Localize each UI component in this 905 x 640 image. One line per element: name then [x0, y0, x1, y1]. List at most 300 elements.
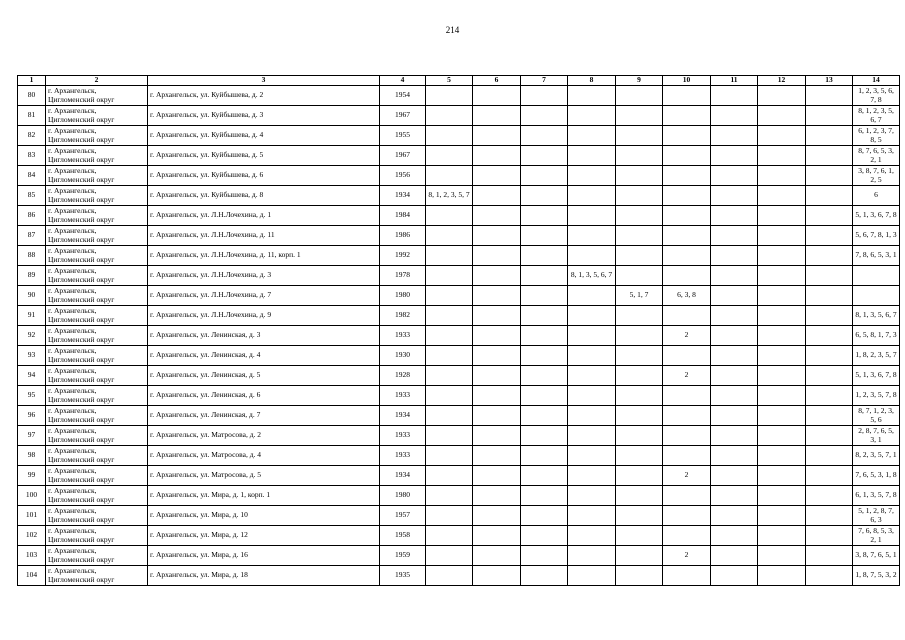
value-cell-c6 — [473, 386, 521, 406]
district-line: Цигломенский округ — [48, 554, 115, 564]
row-number-cell: 103 — [18, 546, 46, 566]
year-cell: 1958 — [380, 526, 426, 546]
year-cell: 1956 — [380, 166, 426, 186]
district-line: г. Архангельск, — [48, 286, 97, 296]
value-cell-c11 — [711, 486, 758, 506]
value-cell-c8 — [568, 566, 616, 586]
value-cell-c5 — [426, 486, 473, 506]
value-cell-c14: 7, 6, 5, 3, 1, 8 — [853, 466, 900, 486]
value-cell-c5 — [426, 326, 473, 346]
value-cell-c13 — [806, 266, 853, 286]
district-cell — [46, 526, 148, 546]
value-cell-c11 — [711, 306, 758, 326]
district-line: Цигломенский округ — [48, 374, 115, 384]
district-line: Цигломенский округ — [48, 294, 115, 304]
district-cell — [46, 326, 148, 346]
address-cell: г. Архангельск, ул. Л.Н.Лочехина, д. 11, корп. 1 — [148, 246, 380, 266]
district-cell — [46, 146, 148, 166]
value-cell-c11 — [711, 506, 758, 526]
value-cell-c9 — [616, 326, 663, 346]
value-cell-c7 — [521, 206, 568, 226]
address-cell: г. Архангельск, ул. Матросова, д. 4 — [148, 446, 380, 466]
value-cell-c8 — [568, 346, 616, 366]
column-header: 4 — [380, 76, 426, 86]
value-cell-c14: 7, 8, 6, 5, 3, 1 — [853, 246, 900, 266]
row-number-cell: 80 — [18, 86, 46, 106]
value-cell-c8 — [568, 186, 616, 206]
value-cell-c9 — [616, 506, 663, 526]
district-line: Цигломенский округ — [48, 214, 115, 224]
district-line: Цигломенский округ — [48, 514, 115, 524]
value-cell-c14: 6 — [853, 186, 900, 206]
district-cell — [46, 306, 148, 326]
value-cell-c12 — [758, 126, 806, 146]
value-cell-c10: 6, 3, 8 — [663, 286, 711, 306]
value-cell-c9 — [616, 226, 663, 246]
value-cell-c14: 6, 1, 3, 5, 7, 8 — [853, 486, 900, 506]
district-line: г. Архангельск, — [48, 566, 97, 576]
value-cell-c13 — [806, 126, 853, 146]
district-line: Цигломенский округ — [48, 154, 115, 164]
value-cell-c10 — [663, 346, 711, 366]
address-cell: г. Архангельск, ул. Ленинская, д. 4 — [148, 346, 380, 366]
value-cell-c14: 6, 1, 2, 3, 7, 8, 5 — [853, 126, 900, 146]
value-cell-c5 — [426, 466, 473, 486]
year-cell: 1980 — [380, 486, 426, 506]
value-cell-c9 — [616, 386, 663, 406]
district-cell — [46, 466, 148, 486]
table-row — [18, 506, 900, 526]
column-header: 5 — [426, 76, 473, 86]
value-cell-c11 — [711, 366, 758, 386]
row-number-cell: 97 — [18, 426, 46, 446]
value-cell-c12 — [758, 226, 806, 246]
district-line: Цигломенский округ — [48, 134, 115, 144]
column-header: 14 — [853, 76, 900, 86]
value-cell-c6 — [473, 186, 521, 206]
district-line: Цигломенский округ — [48, 314, 115, 324]
value-cell-c12 — [758, 426, 806, 446]
year-cell: 1934 — [380, 466, 426, 486]
value-cell-c8 — [568, 446, 616, 466]
table-row — [18, 266, 900, 286]
value-cell-c7 — [521, 346, 568, 366]
value-cell-c8 — [568, 306, 616, 326]
district-line: г. Архангельск, — [48, 206, 97, 216]
table-row — [18, 306, 900, 326]
value-cell-c12 — [758, 506, 806, 526]
value-cell-c10 — [663, 486, 711, 506]
value-cell-c14: 7, 6, 8, 5, 3, 2, 1 — [853, 526, 900, 546]
district-line: г. Архангельск, — [48, 166, 97, 176]
value-cell-c8 — [568, 106, 616, 126]
year-cell: 1986 — [380, 226, 426, 246]
row-number-cell: 89 — [18, 266, 46, 286]
value-cell-c10 — [663, 386, 711, 406]
value-cell-c11 — [711, 346, 758, 366]
value-cell-c7 — [521, 246, 568, 266]
column-header: 8 — [568, 76, 616, 86]
value-cell-c5 — [426, 566, 473, 586]
value-cell-c12 — [758, 206, 806, 226]
row-number-cell: 87 — [18, 226, 46, 246]
district-cell — [46, 166, 148, 186]
value-cell-c11 — [711, 206, 758, 226]
value-cell-c10 — [663, 206, 711, 226]
value-cell-c7 — [521, 526, 568, 546]
value-cell-c14: 8, 7, 6, 5, 3, 2, 1 — [853, 146, 900, 166]
value-cell-c10 — [663, 126, 711, 146]
table-row — [18, 366, 900, 386]
address-cell: г. Архангельск, ул. Куйбышева, д. 2 — [148, 86, 380, 106]
value-cell-c11 — [711, 106, 758, 126]
value-cell-c7 — [521, 426, 568, 446]
value-cell-c14: 1, 2, 3, 5, 6, 7, 8 — [853, 86, 900, 106]
value-cell-c10: 2 — [663, 366, 711, 386]
year-cell: 1933 — [380, 426, 426, 446]
year-cell: 1984 — [380, 206, 426, 226]
value-cell-c7 — [521, 306, 568, 326]
page-number: 214 — [445, 25, 460, 35]
value-cell-c9: 5, 1, 7 — [616, 286, 663, 306]
district-line: Цигломенский округ — [48, 414, 115, 424]
value-cell-c13 — [806, 186, 853, 206]
value-cell-c7 — [521, 286, 568, 306]
value-cell-c9 — [616, 486, 663, 506]
year-cell: 1928 — [380, 366, 426, 386]
table-row — [18, 286, 900, 306]
value-cell-c11 — [711, 86, 758, 106]
row-number-cell: 82 — [18, 126, 46, 146]
district-cell — [46, 426, 148, 446]
value-cell-c6 — [473, 506, 521, 526]
table-body — [18, 86, 900, 586]
district-line: г. Архангельск, — [48, 146, 97, 156]
district-cell — [46, 446, 148, 466]
value-cell-c8 — [568, 326, 616, 346]
district-line: Цигломенский округ — [48, 354, 115, 364]
table-row — [18, 386, 900, 406]
district-line: г. Архангельск, — [48, 106, 97, 116]
value-cell-c12 — [758, 366, 806, 386]
value-cell-c14: 5, 1, 3, 6, 7, 8 — [853, 206, 900, 226]
value-cell-c5 — [426, 446, 473, 466]
value-cell-c10 — [663, 426, 711, 446]
district-cell — [46, 546, 148, 566]
value-cell-c10: 2 — [663, 546, 711, 566]
value-cell-c7 — [521, 226, 568, 246]
value-cell-c9 — [616, 546, 663, 566]
district-cell — [46, 246, 148, 266]
value-cell-c11 — [711, 146, 758, 166]
value-cell-c6 — [473, 366, 521, 386]
value-cell-c14: 8, 1, 3, 5, 6, 7 — [853, 306, 900, 326]
value-cell-c5 — [426, 386, 473, 406]
value-cell-c6 — [473, 306, 521, 326]
value-cell-c12 — [758, 486, 806, 506]
district-line: г. Архангельск, — [48, 186, 97, 196]
value-cell-c8 — [568, 386, 616, 406]
value-cell-c8 — [568, 526, 616, 546]
value-cell-c14: 1, 2, 3, 5, 7, 8 — [853, 386, 900, 406]
district-line: Цигломенский округ — [48, 574, 115, 584]
district-cell — [46, 106, 148, 126]
value-cell-c10 — [663, 86, 711, 106]
value-cell-c9 — [616, 126, 663, 146]
value-cell-c9 — [616, 206, 663, 226]
value-cell-c9 — [616, 466, 663, 486]
district-cell — [46, 506, 148, 526]
district-line: г. Архангельск, — [48, 446, 97, 456]
district-line: Цигломенский округ — [48, 174, 115, 184]
value-cell-c10 — [663, 306, 711, 326]
value-cell-c12 — [758, 526, 806, 546]
value-cell-c9 — [616, 526, 663, 546]
value-cell-c11 — [711, 546, 758, 566]
value-cell-c6 — [473, 146, 521, 166]
value-cell-c11 — [711, 566, 758, 586]
value-cell-c14: 8, 7, 1, 2, 3, 5, 6 — [853, 406, 900, 426]
value-cell-c5 — [426, 506, 473, 526]
value-cell-c9 — [616, 366, 663, 386]
value-cell-c6 — [473, 326, 521, 346]
value-cell-c11 — [711, 266, 758, 286]
table-row — [18, 166, 900, 186]
address-cell: г. Архангельск, ул. Куйбышева, д. 5 — [148, 146, 380, 166]
table-row — [18, 106, 900, 126]
row-number-cell: 94 — [18, 366, 46, 386]
district-line: Цигломенский округ — [48, 194, 115, 204]
value-cell-c6 — [473, 406, 521, 426]
value-cell-c12 — [758, 246, 806, 266]
district-line: Цигломенский округ — [48, 454, 115, 464]
value-cell-c12 — [758, 86, 806, 106]
value-cell-c8: 8, 1, 3, 5, 6, 7 — [568, 266, 616, 286]
district-line: Цигломенский округ — [48, 94, 115, 104]
value-cell-c7 — [521, 566, 568, 586]
address-cell: г. Архангельск, ул. Матросова, д. 2 — [148, 426, 380, 446]
district-line: Цигломенский округ — [48, 534, 115, 544]
value-cell-c12 — [758, 406, 806, 426]
district-line: г. Архангельск, — [48, 126, 97, 136]
register-table — [17, 75, 900, 586]
row-number-cell: 104 — [18, 566, 46, 586]
district-line: г. Архангельск, — [48, 406, 97, 416]
value-cell-c6 — [473, 86, 521, 106]
column-header: 12 — [758, 76, 806, 86]
year-cell: 1992 — [380, 246, 426, 266]
value-cell-c10 — [663, 246, 711, 266]
year-cell: 1967 — [380, 106, 426, 126]
district-line: г. Архангельск, — [48, 466, 97, 476]
value-cell-c8 — [568, 406, 616, 426]
value-cell-c14: 1, 8, 2, 3, 5, 7 — [853, 346, 900, 366]
district-line: г. Архангельск, — [48, 386, 97, 396]
table-row — [18, 566, 900, 586]
value-cell-c11 — [711, 406, 758, 426]
value-cell-c5 — [426, 366, 473, 386]
value-cell-c7 — [521, 266, 568, 286]
value-cell-c7 — [521, 146, 568, 166]
value-cell-c7 — [521, 486, 568, 506]
district-line: Цигломенский округ — [48, 494, 115, 504]
value-cell-c7 — [521, 506, 568, 526]
value-cell-c12 — [758, 266, 806, 286]
value-cell-c9 — [616, 446, 663, 466]
district-cell — [46, 366, 148, 386]
address-cell: г. Архангельск, ул. Мира, д. 1, корп. 1 — [148, 486, 380, 506]
address-cell: г. Архангельск, ул. Л.Н.Лочехина, д. 3 — [148, 266, 380, 286]
value-cell-c13 — [806, 446, 853, 466]
district-line: г. Архангельск, — [48, 526, 97, 536]
value-cell-c11 — [711, 466, 758, 486]
value-cell-c8 — [568, 86, 616, 106]
value-cell-c5 — [426, 206, 473, 226]
value-cell-c9 — [616, 166, 663, 186]
value-cell-c7 — [521, 366, 568, 386]
value-cell-c9 — [616, 346, 663, 366]
value-cell-c7 — [521, 86, 568, 106]
value-cell-c5 — [426, 106, 473, 126]
table-row — [18, 526, 900, 546]
value-cell-c8 — [568, 286, 616, 306]
row-number-cell: 81 — [18, 106, 46, 126]
year-cell: 1982 — [380, 306, 426, 326]
value-cell-c13 — [806, 326, 853, 346]
value-cell-c6 — [473, 206, 521, 226]
value-cell-c10 — [663, 406, 711, 426]
value-cell-c7 — [521, 186, 568, 206]
year-cell: 1959 — [380, 546, 426, 566]
row-number-cell: 83 — [18, 146, 46, 166]
value-cell-c13 — [806, 426, 853, 446]
district-line: Цигломенский округ — [48, 394, 115, 404]
year-cell: 1935 — [380, 566, 426, 586]
value-cell-c14: 1, 8, 7, 5, 3, 2 — [853, 566, 900, 586]
value-cell-c5 — [426, 426, 473, 446]
value-cell-c11 — [711, 326, 758, 346]
district-cell — [46, 566, 148, 586]
value-cell-c8 — [568, 146, 616, 166]
value-cell-c12 — [758, 286, 806, 306]
value-cell-c7 — [521, 166, 568, 186]
value-cell-c10 — [663, 566, 711, 586]
value-cell-c12 — [758, 386, 806, 406]
district-cell — [46, 126, 148, 146]
year-cell: 1978 — [380, 266, 426, 286]
row-number-cell: 99 — [18, 466, 46, 486]
row-number-cell: 85 — [18, 186, 46, 206]
district-line: г. Архангельск, — [48, 346, 97, 356]
row-number-cell: 98 — [18, 446, 46, 466]
value-cell-c6 — [473, 526, 521, 546]
district-line: г. Архангельск, — [48, 246, 97, 256]
address-cell: г. Архангельск, ул. Матросова, д. 5 — [148, 466, 380, 486]
value-cell-c13 — [806, 406, 853, 426]
district-line: Цигломенский округ — [48, 254, 115, 264]
value-cell-c14: 5, 6, 7, 8, 1, 3 — [853, 226, 900, 246]
column-header: 7 — [521, 76, 568, 86]
district-cell — [46, 386, 148, 406]
table-row — [18, 466, 900, 486]
address-cell: г. Архангельск, ул. Куйбышева, д. 4 — [148, 126, 380, 146]
value-cell-c13 — [806, 86, 853, 106]
column-header: 2 — [46, 76, 148, 86]
value-cell-c6 — [473, 166, 521, 186]
value-cell-c9 — [616, 186, 663, 206]
value-cell-c9 — [616, 426, 663, 446]
row-number-cell: 93 — [18, 346, 46, 366]
value-cell-c11 — [711, 166, 758, 186]
value-cell-c10 — [663, 106, 711, 126]
table-row — [18, 206, 900, 226]
year-cell: 1957 — [380, 506, 426, 526]
value-cell-c10 — [663, 266, 711, 286]
value-cell-c11 — [711, 286, 758, 306]
value-cell-c13 — [806, 146, 853, 166]
value-cell-c13 — [806, 226, 853, 246]
column-header: 3 — [148, 76, 380, 86]
district-cell — [46, 186, 148, 206]
district-line: г. Архангельск, — [48, 266, 97, 276]
table-row — [18, 226, 900, 246]
value-cell-c10 — [663, 526, 711, 546]
year-cell: 1933 — [380, 446, 426, 466]
value-cell-c12 — [758, 326, 806, 346]
value-cell-c9 — [616, 146, 663, 166]
value-cell-c13 — [806, 306, 853, 326]
value-cell-c13 — [806, 346, 853, 366]
district-line: г. Архангельск, — [48, 426, 97, 436]
value-cell-c6 — [473, 126, 521, 146]
value-cell-c8 — [568, 206, 616, 226]
value-cell-c9 — [616, 266, 663, 286]
value-cell-c10 — [663, 226, 711, 246]
value-cell-c5 — [426, 126, 473, 146]
value-cell-c9 — [616, 246, 663, 266]
value-cell-c5 — [426, 526, 473, 546]
district-cell — [46, 266, 148, 286]
table-row — [18, 546, 900, 566]
address-cell: г. Архангельск, ул. Куйбышева, д. 6 — [148, 166, 380, 186]
value-cell-c8 — [568, 506, 616, 526]
value-cell-c13 — [806, 546, 853, 566]
district-line: Цигломенский округ — [48, 114, 115, 124]
value-cell-c14: 3, 8, 7, 6, 5, 1 — [853, 546, 900, 566]
value-cell-c5 — [426, 166, 473, 186]
value-cell-c5 — [426, 266, 473, 286]
value-cell-c8 — [568, 126, 616, 146]
value-cell-c6 — [473, 446, 521, 466]
column-header: 9 — [616, 76, 663, 86]
district-line: Цигломенский округ — [48, 434, 115, 444]
district-line: Цигломенский округ — [48, 334, 115, 344]
value-cell-c8 — [568, 166, 616, 186]
address-cell: г. Архангельск, ул. Мира, д. 10 — [148, 506, 380, 526]
value-cell-c7 — [521, 326, 568, 346]
district-line: г. Архангельск, — [48, 486, 97, 496]
value-cell-c14: 3, 8, 7, 6, 1, 2, 5 — [853, 166, 900, 186]
value-cell-c13 — [806, 466, 853, 486]
value-cell-c14: 2, 8, 7, 6, 5, 3, 1 — [853, 426, 900, 446]
value-cell-c13 — [806, 286, 853, 306]
value-cell-c5 — [426, 546, 473, 566]
value-cell-c5 — [426, 346, 473, 366]
district-line: г. Архангельск, — [48, 506, 97, 516]
value-cell-c14: 5, 1, 2, 8, 7, 6, 3 — [853, 506, 900, 526]
value-cell-c12 — [758, 466, 806, 486]
year-cell: 1954 — [380, 86, 426, 106]
